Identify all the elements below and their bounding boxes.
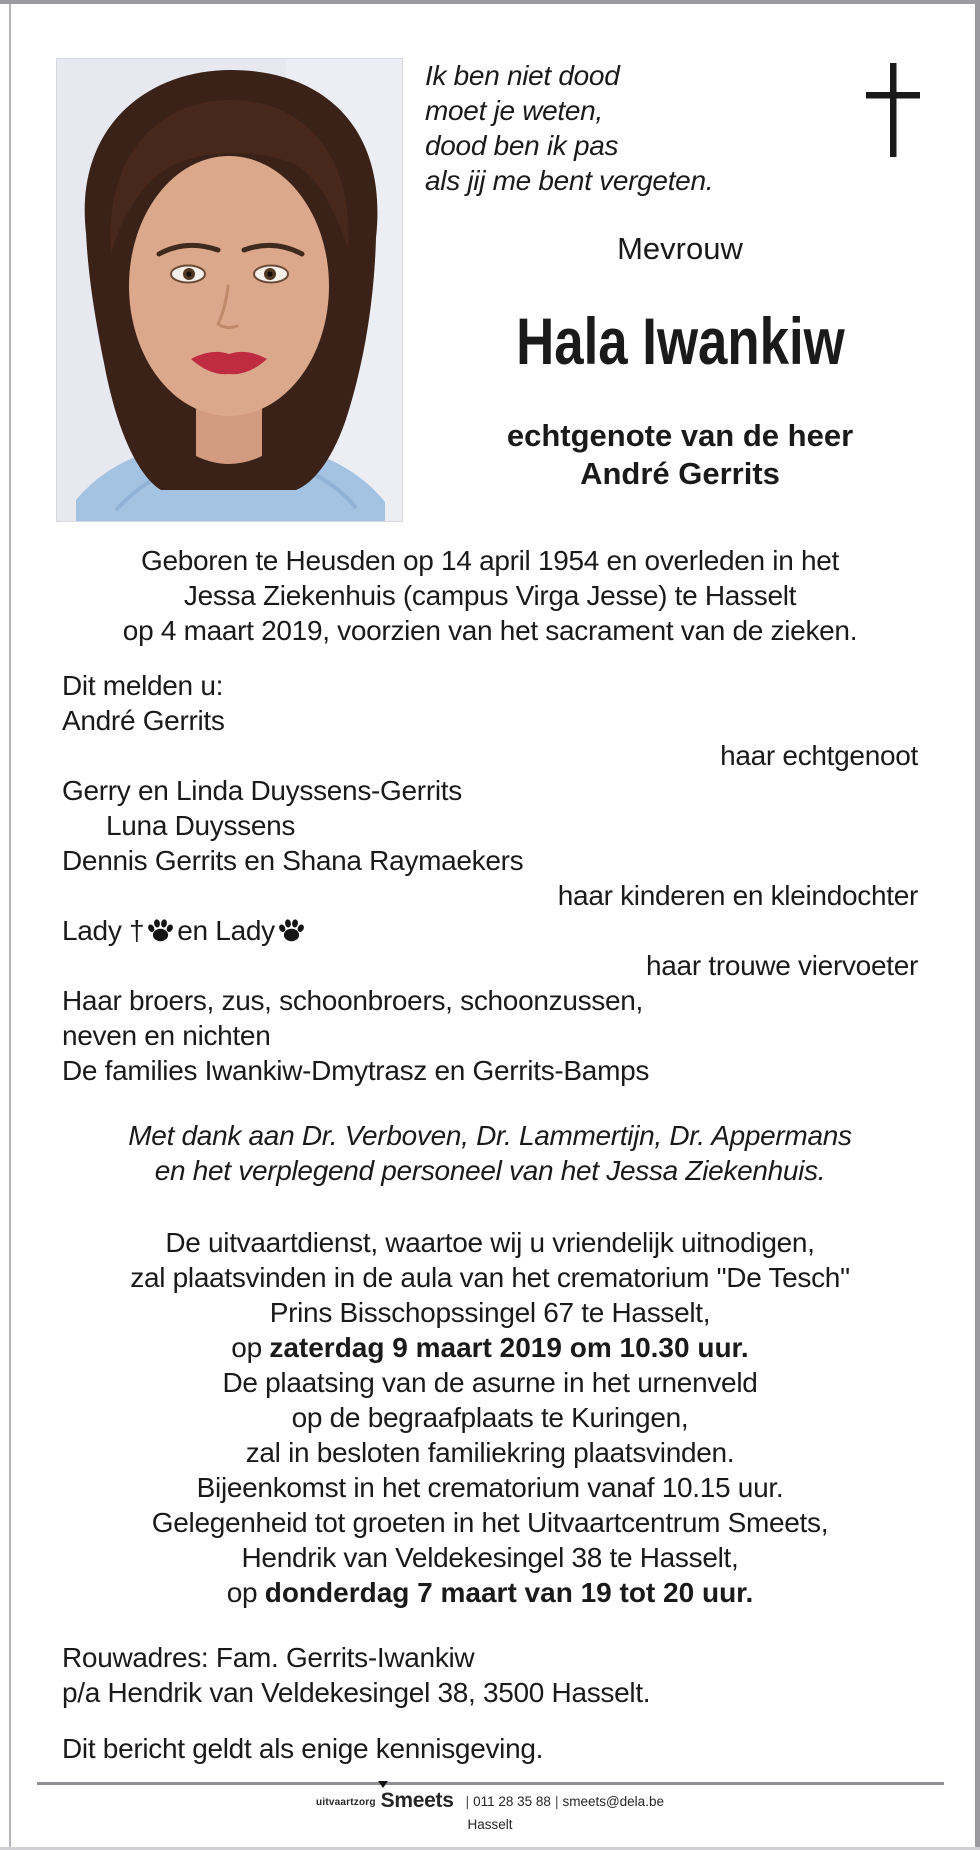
life-dates-line: op 4 maart 2019, voorzien van het sacrament van de zieken. xyxy=(122,615,858,646)
announcement xyxy=(62,668,918,1088)
service-date-bold: zaterdag 9 maart 2019 om 10.30 uur. xyxy=(269,1332,749,1363)
visitation-date-bold: donderdag 7 maart van 19 tot 20 uur. xyxy=(264,1577,754,1608)
mourning-address-line: Rouwadres: Fam. Gerrits-Iwankiw xyxy=(62,1642,475,1673)
announcement-intro: Dit melden u: xyxy=(62,670,224,701)
portrait-photo xyxy=(56,58,403,522)
deceased-name xyxy=(410,306,950,376)
poem-line: als jij me bent vergeten. xyxy=(425,165,714,196)
mourning-address xyxy=(62,1640,918,1710)
relation-line: André Gerrits xyxy=(580,456,780,491)
footer-divider xyxy=(37,1782,944,1785)
service-line: Bijeenkomst in het crematorium vanaf 10.15 uur. xyxy=(196,1472,784,1503)
service-line: Gelegenheid tot groeten in het Uitvaartcentrum Smeets, xyxy=(151,1507,829,1538)
card-edge-right xyxy=(975,0,980,1850)
announcer-child: Gerry en Linda Duyssens-Gerrits xyxy=(62,775,462,806)
funeral-home-city: Hasselt xyxy=(467,1817,513,1832)
deceased-name-text: Hala Iwankiw xyxy=(515,304,845,378)
separator: | xyxy=(554,1794,559,1809)
pets-text: en Lady xyxy=(177,915,275,946)
service-line: Prins Bisschopssingel 67 te Hasselt, xyxy=(269,1297,711,1328)
email-address: smeets@dela.be xyxy=(562,1794,664,1809)
announcer-husband: André Gerrits xyxy=(62,705,225,736)
service-line: zal in besloten familiekring plaatsvinden. xyxy=(245,1437,735,1468)
mourning-address-line: p/a Hendrik van Veldekesingel 38, 3500 Hasselt. xyxy=(62,1677,651,1708)
service-line: Hendrik van Veldekesingel 38 te Hasselt, xyxy=(241,1542,739,1573)
thanks-line: Met dank aan Dr. Verboven, Dr. Lammertijn, Dr. Appermans xyxy=(128,1120,852,1151)
announcer-family: neven en nichten xyxy=(62,1020,271,1051)
service-line: De uitvaartdienst, waartoe wij u vriendelijk uitnodigen, xyxy=(165,1227,815,1258)
brand-prefix: uitvaartzorg xyxy=(316,1797,376,1808)
announcer-pets xyxy=(62,913,918,948)
life-dates-line: Geboren te Heusden op 14 april 1954 en overleden in het xyxy=(140,545,840,576)
thanks-line: en het verplegend personeel van het Jessa Ziekenhuis. xyxy=(154,1155,826,1186)
service-line: zal plaatsvinden in de aula van het crematorium "De Tesch" xyxy=(130,1262,850,1293)
visitation-date-prefix: op xyxy=(226,1577,265,1608)
thanks-note xyxy=(62,1118,918,1188)
salutation: Mevrouw xyxy=(617,231,743,266)
brand-name xyxy=(381,1789,454,1812)
announcer-family: De families Iwankiw-Dmytrasz en Gerrits-Bamps xyxy=(62,1055,650,1086)
separator: | xyxy=(465,1794,470,1809)
closing-note: Dit bericht geldt als enige kennisgeving. xyxy=(62,1733,544,1764)
life-dates xyxy=(62,543,918,648)
contact-info xyxy=(462,1794,664,1809)
life-dates-line: Jessa Ziekenhuis (campus Virga Jesse) te Hasselt xyxy=(183,580,797,611)
relation-to-survivor xyxy=(410,417,950,493)
card-edge-top xyxy=(0,0,980,4)
poem-line: dood ben ik pas xyxy=(425,130,619,161)
visitation-date-line xyxy=(62,1575,918,1610)
poem-line: moet je weten, xyxy=(425,95,603,126)
funeral-home-brand-row xyxy=(316,1789,664,1815)
announcer-family: Haar broers, zus, schoonbroers, schoonzussen, xyxy=(62,985,644,1016)
relation-line: echtgenote van de heer xyxy=(506,418,854,453)
paw-icon xyxy=(147,918,174,942)
poem xyxy=(425,58,713,198)
paw-icon xyxy=(278,918,305,942)
announcer-child: Dennis Gerrits en Shana Raymaekers xyxy=(62,845,524,876)
relation-label-husband: haar echtgenoot xyxy=(720,740,918,771)
memorial-cross-icon xyxy=(866,63,920,157)
relation-label-pets: haar trouwe viervoeter xyxy=(646,950,918,981)
service-details xyxy=(62,1225,918,1610)
brand-name-text: Smeets xyxy=(380,1789,454,1812)
pets-text: Lady † xyxy=(62,915,145,946)
service-date-line xyxy=(62,1330,918,1365)
announcer-grandchild: Luna Duyssens xyxy=(106,810,296,841)
triangle-down-icon xyxy=(378,1781,388,1788)
card-edge-left xyxy=(9,4,11,1847)
phone-number: 011 28 35 88 xyxy=(473,1794,551,1809)
relation-label-children: haar kinderen en kleindochter xyxy=(557,880,918,911)
service-line: De plaatsing van de asurne in het urnenveld xyxy=(222,1367,758,1398)
service-line: op de begraafplaats te Kuringen, xyxy=(291,1402,689,1433)
poem-line: Ik ben niet dood xyxy=(425,60,620,91)
funeral-home-footer xyxy=(0,1789,980,1835)
service-date-prefix: op xyxy=(231,1332,270,1363)
